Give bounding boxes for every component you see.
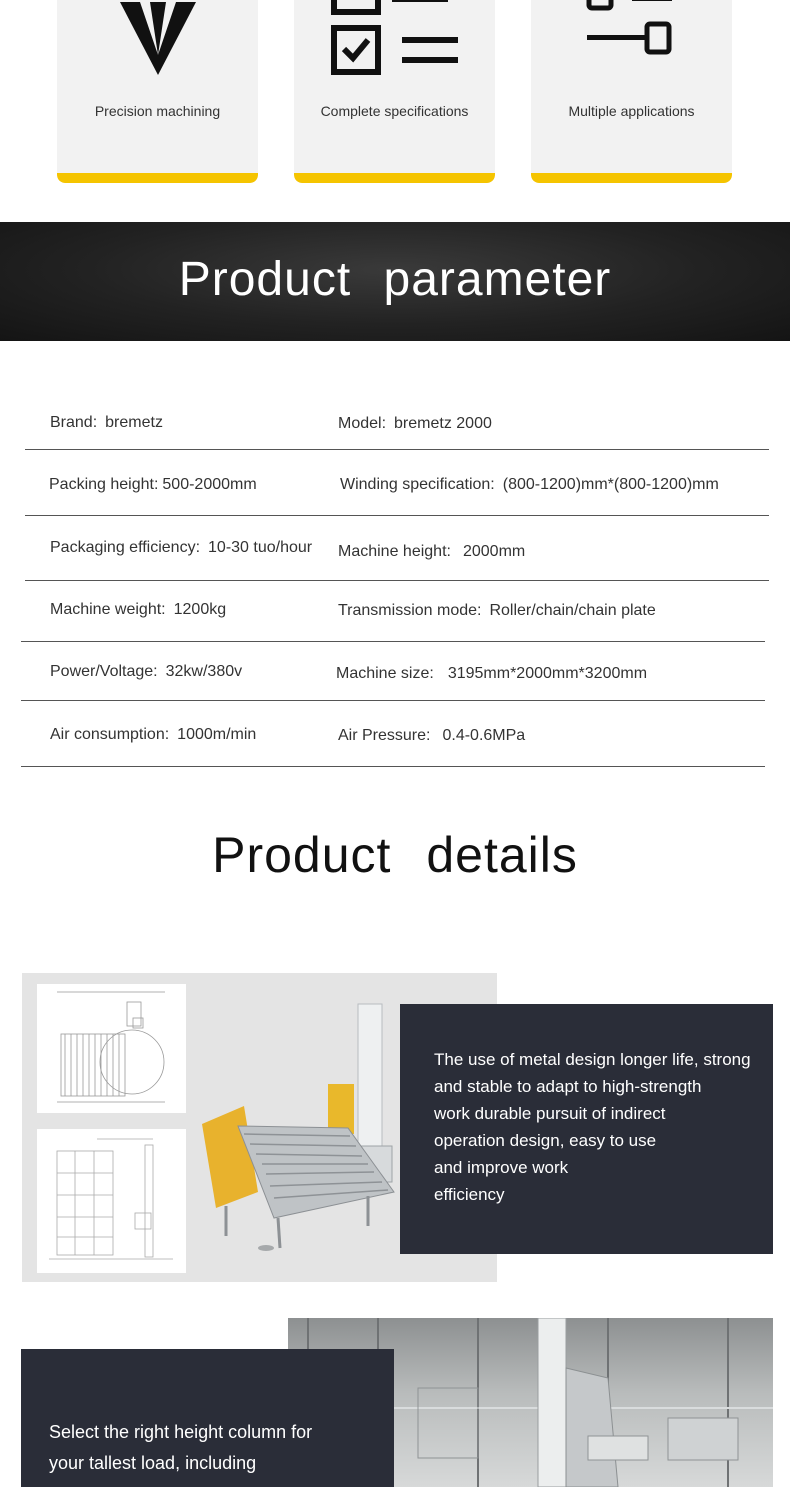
param-machine-size: Machine size: 3195mm*2000mm*3200mm (336, 665, 648, 682)
top-view-drawing (37, 984, 186, 1113)
machine-photo (198, 996, 398, 1258)
slider-icon (577, 0, 687, 80)
table-divider (25, 515, 769, 516)
parameter-banner (0, 222, 790, 341)
detail-description-1: The use of metal design longer life, strong and stable to adapt to high-strength work durable pursuit of indirect operation design, easy to use and improve work efficiency (400, 1004, 773, 1254)
param-packaging-efficiency: Packaging efficiency: 10-30 tuo/hour (50, 539, 313, 556)
side-view-drawing (37, 1129, 186, 1273)
param-brand: Brand: bremetz (50, 414, 163, 431)
param-air-consumption: Air consumption: 1000m/min (50, 726, 257, 743)
feature-card-applications (531, 0, 732, 183)
feature-label: Complete specifications (320, 103, 469, 119)
checklist-icon (330, 0, 460, 80)
param-power-voltage: Power/Voltage: 32kw/380v (50, 663, 243, 680)
param-machine-weight: Machine weight: 1200kg (50, 601, 227, 618)
parameter-title: Product parameter (178, 253, 612, 306)
feature-card-precision (57, 0, 258, 183)
table-divider (21, 766, 765, 767)
table-divider (25, 449, 769, 450)
table-divider (25, 580, 769, 581)
feature-label: Multiple applications (568, 103, 695, 119)
table-divider (21, 641, 765, 642)
param-machine-height: Machine height: 2000mm (338, 543, 526, 560)
param-packing-height: Packing height: 500-2000mm (49, 476, 257, 493)
feature-label: Precision machining (94, 103, 221, 119)
param-model: Model: bremetz 2000 (338, 415, 492, 432)
table-divider (21, 700, 765, 701)
param-winding-spec: Winding specification: (800-1200)mm*(800-1200)mm (340, 476, 719, 493)
diamond-icon (108, 0, 208, 80)
detail-description-2: Select the right height column for your tallest load, including (21, 1349, 394, 1487)
param-transmission-mode: Transmission mode: Roller/chain/chain plate (338, 602, 656, 619)
param-air-pressure: Air Pressure: 0.4-0.6MPa (338, 727, 526, 744)
details-title: Product details (212, 827, 578, 883)
feature-card-specifications (294, 0, 495, 183)
